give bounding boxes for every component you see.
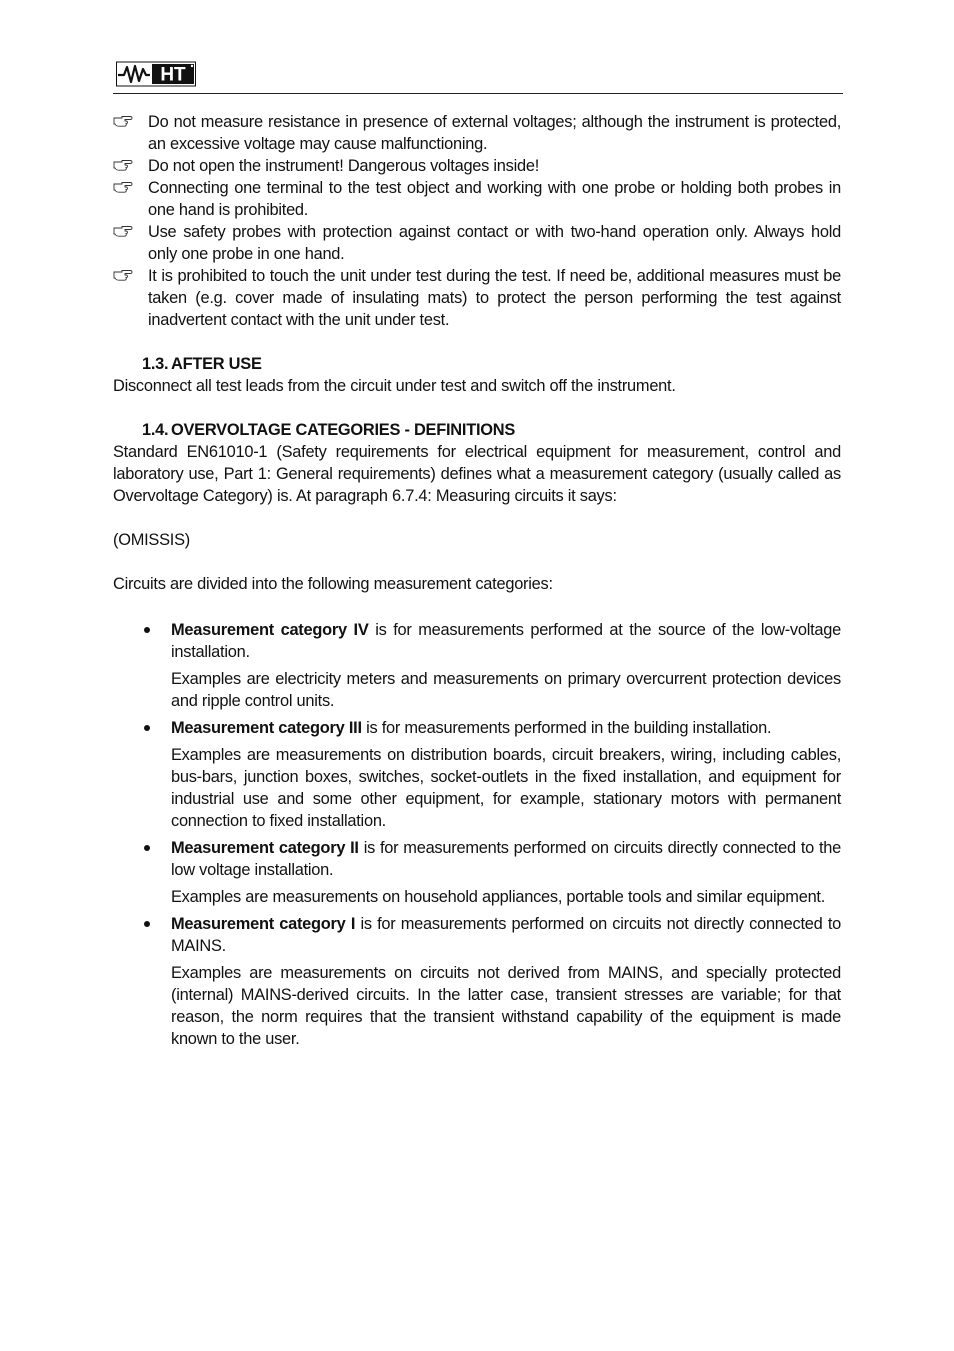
category-example: Examples are electricity meters and measurements on primary overcurrent protection devices and ripple control units. — [171, 670, 841, 710]
omissis-text: (OMISSIS) — [113, 531, 190, 549]
category-example: Examples are measurements on distribution boards, circuit breakers, wiring, including cables, bus-bars, junction boxes, switches, socket-outlets in the fixed installation, and equipment for industrial use and some other equipment, for example, stationary motors with permanent connection to fixed installation. — [171, 746, 841, 830]
ht-logo-icon — [116, 60, 196, 88]
category-example: Examples are measurements on circuits not derived from MAINS, and specially protected (internal) MAINS-derived circuits. In the latter case, transient stresses are variable; for that reason, the norm requires that the transient withstand capability of the equipment is made known to the user. — [171, 964, 841, 1048]
category-text: is for measurements performed on circuits not directly connected to MAINS. — [171, 915, 841, 955]
pointing-hand-icon — [113, 224, 133, 238]
measurement-categories-list — [113, 619, 841, 1050]
safety-note-text: It is prohibited to touch the unit under test during the test. If need be, additional measures must be taken (e.g. cover made of insulating mats) to protect the person performing the test against inadvertent contact with the unit under test. — [148, 267, 841, 329]
category-text: is for measurements performed in the building installation. — [361, 719, 772, 737]
bullet-icon — [144, 725, 150, 731]
categories-lead-text: Circuits are divided into the following measurement categories: — [113, 575, 553, 593]
safety-note-text: Do not measure resistance in presence of external voltages; although the instrument is protected, an excessive voltage may cause malfunctioning. — [148, 113, 841, 153]
safety-note — [113, 221, 841, 265]
category-text: is for measurements performed at the source of the low-voltage installation. — [171, 621, 842, 661]
bullet-icon — [144, 921, 150, 927]
safety-notes-list — [113, 111, 841, 331]
bullet-icon — [144, 845, 150, 851]
section-title: AFTER USE — [171, 355, 262, 373]
category-label: Measurement category I — [171, 915, 356, 933]
pointing-hand-icon — [113, 158, 133, 172]
document-body — [113, 111, 841, 1055]
pointing-hand-icon — [113, 268, 133, 282]
category-label: Measurement category II — [171, 839, 359, 857]
section-number: 1.3. — [142, 355, 169, 373]
section-number: 1.4. — [142, 421, 169, 439]
pointing-hand-icon — [113, 114, 133, 128]
logo-text: HT — [160, 64, 186, 86]
safety-note-text: Do not open the instrument! Dangerous voltages inside! — [148, 157, 540, 175]
pointing-hand-icon — [113, 180, 133, 194]
category-example: Examples are measurements on household appliances, portable tools and similar equipment. — [171, 888, 826, 906]
category-text: is for measurements performed on circuits directly connected to the low voltage installation. — [171, 839, 841, 879]
list-item — [113, 913, 841, 1050]
list-item — [113, 619, 841, 712]
section-title: OVERVOLTAGE CATEGORIES - DEFINITIONS — [171, 421, 516, 439]
section-heading-overvoltage — [113, 419, 841, 441]
bullet-icon — [144, 627, 150, 633]
safety-note — [113, 111, 841, 155]
safety-note-text: Use safety probes with protection against contact or with two-hand operation only. Always hold only one probe in one hand. — [148, 223, 841, 263]
list-item — [113, 717, 841, 832]
category-label: Measurement category IV — [171, 621, 369, 639]
category-label: Measurement category III — [171, 719, 362, 737]
list-item — [113, 837, 841, 908]
safety-note-text: Connecting one terminal to the test object and working with one probe or holding both probes in one hand is prohibited. — [148, 179, 841, 219]
overvoltage-intro-paragraph: Standard EN61010-1 (Safety requirements for electrical equipment for measurement, control and laboratory use, Part 1: General requirements) defines what a measurement category (usually called as Overvoltage Category) is. At paragraph 6.7.4: Measuring circuits it says: — [113, 443, 841, 505]
after-use-paragraph: Disconnect all test leads from the circuit under test and switch off the instrument. — [113, 377, 676, 395]
header-divider — [113, 93, 843, 94]
safety-note — [113, 265, 841, 331]
safety-note — [113, 155, 841, 177]
section-heading-after-use — [113, 353, 841, 375]
safety-note — [113, 177, 841, 221]
